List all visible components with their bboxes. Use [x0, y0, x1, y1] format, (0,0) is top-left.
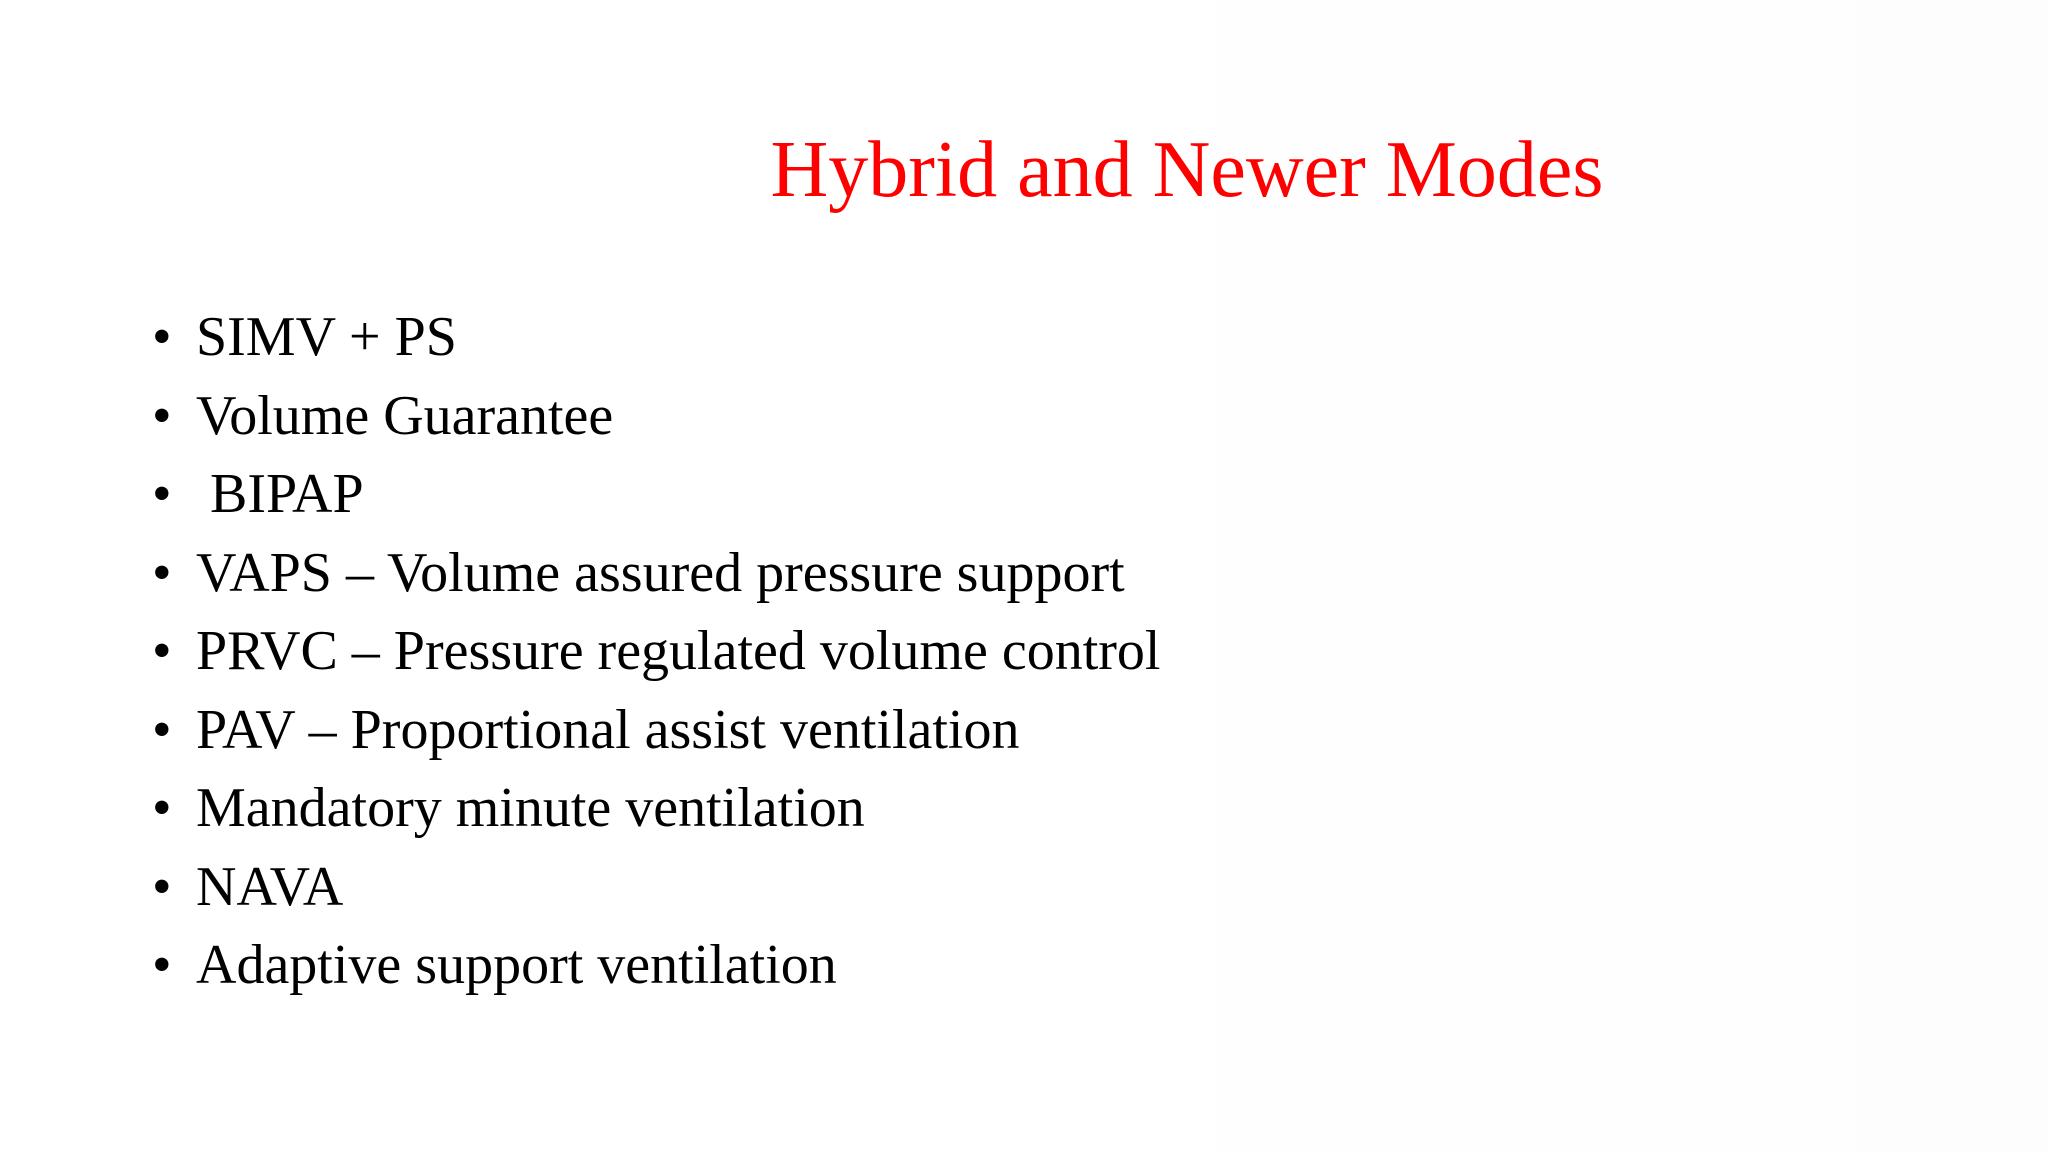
bullet-icon: •	[152, 777, 172, 839]
bullet-text: Mandatory minute ventilation	[196, 777, 865, 839]
bullet-text: Volume Guarantee	[196, 384, 614, 447]
bullet-list	[152, 298, 1160, 1005]
bullet-icon: •	[152, 463, 172, 525]
bullet-icon: •	[152, 384, 172, 447]
bullet-text: VAPS – Volume assured pressure support	[196, 541, 1125, 604]
bullet-icon: •	[152, 620, 172, 682]
bullet-icon: •	[152, 855, 172, 918]
bullet-text: BIPAP	[196, 463, 364, 525]
bullet-item	[152, 298, 1160, 377]
bullet-text: SIMV + PS	[196, 306, 457, 368]
slide-title: Hybrid and Newer Modes	[770, 126, 1604, 214]
bullet-icon: •	[152, 306, 172, 368]
bullet-text: PAV – Proportional assist ventilation	[196, 698, 1020, 761]
bullet-icon: •	[152, 541, 172, 604]
bullet-item	[152, 926, 1160, 1005]
bullet-item	[152, 377, 1160, 456]
bullet-text: Adaptive support ventilation	[196, 934, 837, 996]
bullet-text: PRVC – Pressure regulated volume control	[196, 620, 1161, 682]
bullet-text: NAVA	[196, 855, 344, 918]
bullet-item	[152, 534, 1160, 613]
bullet-icon: •	[152, 934, 172, 996]
bullet-item	[152, 455, 1160, 534]
bullet-item	[152, 848, 1160, 927]
bullet-item	[152, 769, 1160, 848]
bullet-item	[152, 691, 1160, 770]
bullet-item	[152, 612, 1160, 691]
bullet-icon: •	[152, 698, 172, 761]
